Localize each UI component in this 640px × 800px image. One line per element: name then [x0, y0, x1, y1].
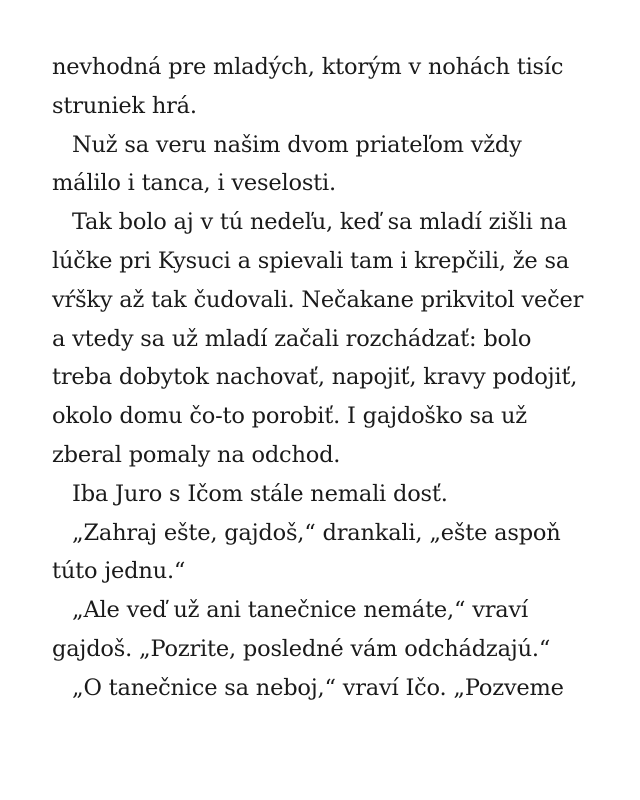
text-line: Nuž sa veru našim dvom priateľom vždy — [72, 131, 522, 158]
text-line: lúčke pri Kysuci a spievali tam i krepčili, že sa — [52, 247, 570, 274]
text-line: zberal pomaly na odchod. — [52, 441, 341, 468]
text-line: nevhodná pre mladých, ktorým v nohách tisíc — [52, 54, 564, 80]
text-line: okolo domu čo-to porobiť. I gajdoško sa už — [52, 403, 527, 430]
text-line: túto jednu.“ — [52, 558, 186, 585]
text-line: „Zahraj ešte, gajdoš,“ drankali, „ešte aspoň — [72, 519, 561, 546]
text-line: „O tanečnice sa neboj,“ vraví Ičo. „Pozveme — [72, 674, 564, 701]
text-line: Tak bolo aj v tú nedeľu, keď sa mladí zišli na — [72, 209, 568, 236]
text-line: vŕšky až tak čudovali. Nečakane prikvitol večer — [52, 286, 584, 313]
text-line: „Ale veď už ani tanečnice nemáte,“ vraví — [72, 597, 529, 624]
text-line: málilo i tanca, i veselosti. — [52, 170, 336, 197]
page-text — [52, 48, 612, 708]
text-line: Iba Juro s Ičom stále nemali dosť. — [72, 480, 448, 507]
text-line: struniek hrá. — [52, 92, 197, 119]
text-line: treba dobytok nachovať, napojiť, kravy podojiť, — [52, 364, 578, 391]
text-line: gajdoš. „Pozrite, posledné vám odchádzajú.“ — [52, 635, 551, 662]
text-line: a vtedy sa už mladí začali rozchádzať: bolo — [52, 325, 532, 352]
